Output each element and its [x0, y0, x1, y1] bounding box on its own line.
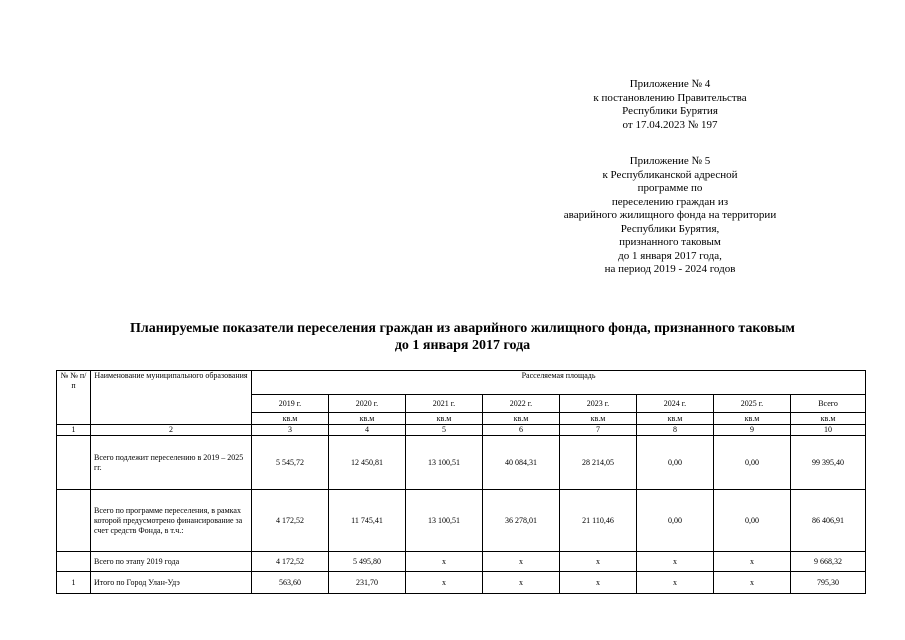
numbering-cell: 2	[91, 425, 252, 436]
table-row	[57, 552, 866, 572]
value-cell: x	[714, 572, 791, 594]
unit-cell: кв.м	[406, 413, 483, 425]
value-cell: x	[637, 572, 714, 594]
appendix-line: признанного таковым	[619, 236, 721, 248]
unit-cell: кв.м	[483, 413, 560, 425]
table-row	[57, 436, 866, 490]
value-cell: 40 084,31	[483, 436, 560, 490]
unit-cell: кв.м	[714, 413, 791, 425]
appendix-line: на период 2019 - 2024 годов	[604, 263, 736, 275]
numbering-cell: 6	[483, 425, 560, 436]
appendix-line: программе по	[637, 182, 703, 194]
value-cell: 5 545,72	[252, 436, 329, 490]
value-cell: x	[406, 552, 483, 572]
value-cell: x	[483, 552, 560, 572]
header-area: Расселяемая площадь	[252, 371, 866, 395]
year-cell: 2023 г.	[560, 395, 637, 413]
unit-cell: кв.м	[791, 413, 866, 425]
numbering-row	[57, 425, 866, 436]
header-name: Наименование муниципального образования	[91, 371, 252, 425]
appendix-line: аварийного жилищного фонда на территории	[563, 209, 777, 221]
value-cell: 86 406,91	[791, 490, 866, 552]
resettlement-table	[56, 370, 866, 594]
appendix-line: к Республиканской адресной	[602, 168, 738, 181]
value-cell: 11 745,41	[329, 490, 406, 552]
year-cell: 2019 г.	[252, 395, 329, 413]
header-row	[57, 371, 866, 395]
title-line: Планируемые показатели переселения граждан из аварийного жилищного фонда, признанного таковым	[130, 321, 795, 336]
year-cell: 2020 г.	[329, 395, 406, 413]
unit-cell: кв.м	[637, 413, 714, 425]
value-cell: x	[560, 572, 637, 594]
value-cell: 4 172,52	[252, 490, 329, 552]
value-cell: 231,70	[329, 572, 406, 594]
value-cell: 9 668,32	[791, 552, 866, 572]
row-number	[57, 552, 91, 572]
unit-cell: кв.м	[560, 413, 637, 425]
value-cell: 563,60	[252, 572, 329, 594]
value-cell: 36 278,01	[483, 490, 560, 552]
year-cell: 2025 г.	[714, 395, 791, 413]
value-cell: x	[714, 552, 791, 572]
document-title	[60, 320, 865, 354]
numbering-cell: 3	[252, 425, 329, 436]
value-cell: 795,30	[791, 572, 866, 594]
value-cell: 99 395,40	[791, 436, 866, 490]
numbering-cell: 5	[406, 425, 483, 436]
value-cell: x	[483, 572, 560, 594]
row-name: Итого по Город Улан-Удэ	[91, 572, 252, 594]
numbering-cell: 4	[329, 425, 406, 436]
numbering-cell: 10	[791, 425, 866, 436]
value-cell: x	[560, 552, 637, 572]
value-cell: 13 100,51	[406, 436, 483, 490]
appendix-5-header	[520, 155, 820, 277]
value-cell: 0,00	[637, 436, 714, 490]
value-cell: x	[637, 552, 714, 572]
value-cell: 13 100,51	[406, 490, 483, 552]
appendix-line: переселению граждан из	[611, 195, 729, 208]
table-row	[57, 490, 866, 552]
row-name: Всего по программе переселения, в рамках которой предусмотрено финансирование за счет средств Фонда, в т.ч.:	[91, 490, 252, 552]
appendix-line: к постановлению Правительства	[593, 91, 747, 104]
appendix-line: Приложение № 5	[629, 155, 711, 167]
year-cell: 2024 г.	[637, 395, 714, 413]
year-cell: 2022 г.	[483, 395, 560, 413]
appendix-4-header	[520, 78, 820, 132]
unit-cell: кв.м	[329, 413, 406, 425]
appendix-line: Республики Бурятия	[622, 105, 718, 117]
numbering-cell: 9	[714, 425, 791, 436]
row-number	[57, 490, 91, 552]
table-row	[57, 572, 866, 594]
numbering-cell: 8	[637, 425, 714, 436]
numbering-cell: 1	[57, 425, 91, 436]
value-cell: 4 172,52	[252, 552, 329, 572]
value-cell: x	[406, 572, 483, 594]
value-cell: 12 450,81	[329, 436, 406, 490]
value-cell: 0,00	[714, 490, 791, 552]
row-number	[57, 436, 91, 490]
year-cell: Всего	[791, 395, 866, 413]
value-cell: 0,00	[637, 490, 714, 552]
row-name: Всего по этапу 2019 года	[91, 552, 252, 572]
value-cell: 21 110,46	[560, 490, 637, 552]
value-cell: 28 214,05	[560, 436, 637, 490]
appendix-line: от 17.04.2023 № 197	[622, 118, 718, 131]
numbering-cell: 7	[560, 425, 637, 436]
title-line: до 1 января 2017 года	[394, 338, 531, 353]
appendix-line: Республики Бурятия,	[620, 222, 720, 235]
row-name: Всего подлежит переселению в 2019 – 2025 гг.	[91, 436, 252, 490]
year-cell: 2021 г.	[406, 395, 483, 413]
row-number: 1	[57, 572, 91, 594]
value-cell: 5 495,80	[329, 552, 406, 572]
value-cell: 0,00	[714, 436, 791, 490]
appendix-line: до 1 января 2017 года,	[618, 249, 722, 262]
header-number: № № п/п	[57, 371, 91, 425]
appendix-line: Приложение № 4	[629, 78, 711, 90]
unit-cell: кв.м	[252, 413, 329, 425]
